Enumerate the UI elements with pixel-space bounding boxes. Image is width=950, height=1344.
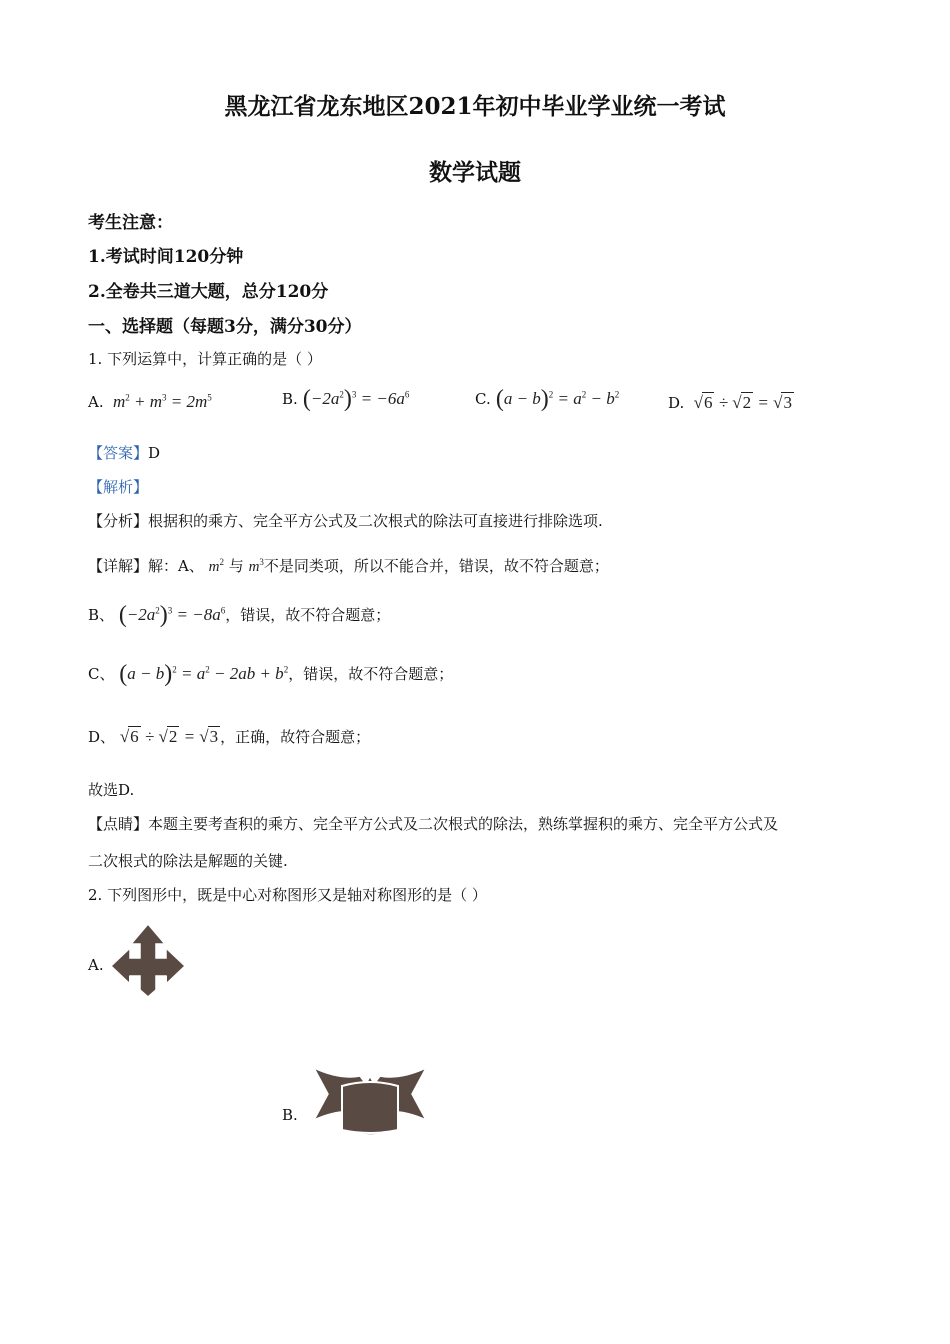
q1-option-a-label: A. (88, 393, 104, 411)
q2-stem: 2. 下列图形中，既是中心对称图形又是轴对称图形的是（ ） (88, 886, 487, 904)
detail-a-term2: $m^3$ (248, 557, 264, 575)
detail-b-label: B、 (88, 606, 115, 624)
dianjing-tag: 【点睛】 (88, 815, 149, 833)
q1-option-a-formula: $m^2 + m^3 = 2m^5$ (108, 392, 212, 411)
detail-tag: 【详解】 (88, 557, 149, 575)
page-title: 黑龙江省龙东地区2021年初中毕业学业统一考试 (224, 93, 726, 120)
q1-option-b-formula: $(-2a^2)^3 = -6a^6$ (302, 386, 410, 412)
detail-a-conj: 与 (228, 557, 244, 575)
q1-option-c-formula: $(a - b)^2 = a^2 - b^2$ (495, 386, 620, 412)
q1-option-b (282, 386, 409, 413)
q2-option-a-figure (108, 922, 188, 998)
notice-item-2: 2.全卷共三道大题，总分120分 (88, 282, 329, 302)
notice-item-1: 1.考试时间120分钟 (88, 247, 244, 267)
detail-line-b (88, 602, 390, 629)
q1-stem: 1. 下列运算中，计算正确的是（ ） (88, 350, 322, 368)
conclusion: 故选D. (88, 781, 135, 799)
section-heading: 一、选择题（每题3分，满分30分） (88, 317, 362, 337)
detail-c-label: C、 (88, 665, 115, 683)
q1-option-d-formula: √6 ÷ √2 = √3 (689, 393, 792, 412)
answer-tag: 【答案】 (88, 444, 149, 462)
fenxi-line (88, 510, 603, 531)
analysis-tag: 【解析】 (88, 478, 149, 496)
q1-option-a (88, 392, 212, 412)
answer-value: D (148, 444, 161, 462)
detail-c-tail: ，错误，故不符合题意； (288, 665, 454, 683)
detail-a-term1: $m^2$ (208, 557, 224, 575)
banner-center-panel (342, 1082, 398, 1133)
detail-b-tail: ，错误，故不符合题意； (225, 606, 391, 624)
detail-d-tail: ，正确，故符合题意； (220, 728, 371, 746)
detail-line-a (88, 555, 609, 576)
q1-option-d-label: D. (668, 394, 685, 412)
q2-option-b-figure (312, 1066, 428, 1138)
page-subtitle: 数学试题 (429, 159, 521, 186)
detail-c-formula: $(a - b)^2 = a^2 - 2ab + b^2$ (119, 661, 289, 687)
dianjing-line-1 (88, 813, 778, 834)
q2-option-a-label: A. (88, 956, 104, 974)
detail-a-prefix: 解：A、 (148, 557, 204, 575)
detail-a-tail: 不是同类项，所以不能合并，错误，故不符合题意； (263, 557, 609, 575)
dianjing-line-2: 二次根式的除法是解题的关键. (88, 852, 288, 870)
q1-option-b-label: B. (282, 390, 298, 408)
q1-answer-line (88, 442, 160, 463)
fenxi-tag: 【分析】 (88, 512, 149, 530)
notice-heading: 考生注意： (88, 213, 173, 233)
fenxi-text: 根据积的乘方、完全平方公式及二次根式的除法可直接进行排除选项. (148, 512, 603, 530)
detail-line-c (88, 661, 453, 688)
q1-option-c-label: C. (475, 390, 491, 408)
q1-option-d (668, 392, 794, 413)
detail-d-formula: √6 ÷ √2 = √3 (119, 727, 219, 746)
detail-d-label: D、 (88, 728, 116, 746)
detail-b-formula: $(-2a^2)^3 = -8a^6$ (118, 602, 226, 628)
dianjing-text-1: 本题主要考查积的乘方、完全平方公式及二次根式的除法，熟练掌握积的乘方、完全平方公式及 (148, 815, 779, 833)
q2-option-b-label: B. (282, 1106, 298, 1124)
detail-line-d (88, 726, 370, 747)
arrows-shape (111, 924, 185, 997)
q1-option-c (475, 386, 619, 413)
